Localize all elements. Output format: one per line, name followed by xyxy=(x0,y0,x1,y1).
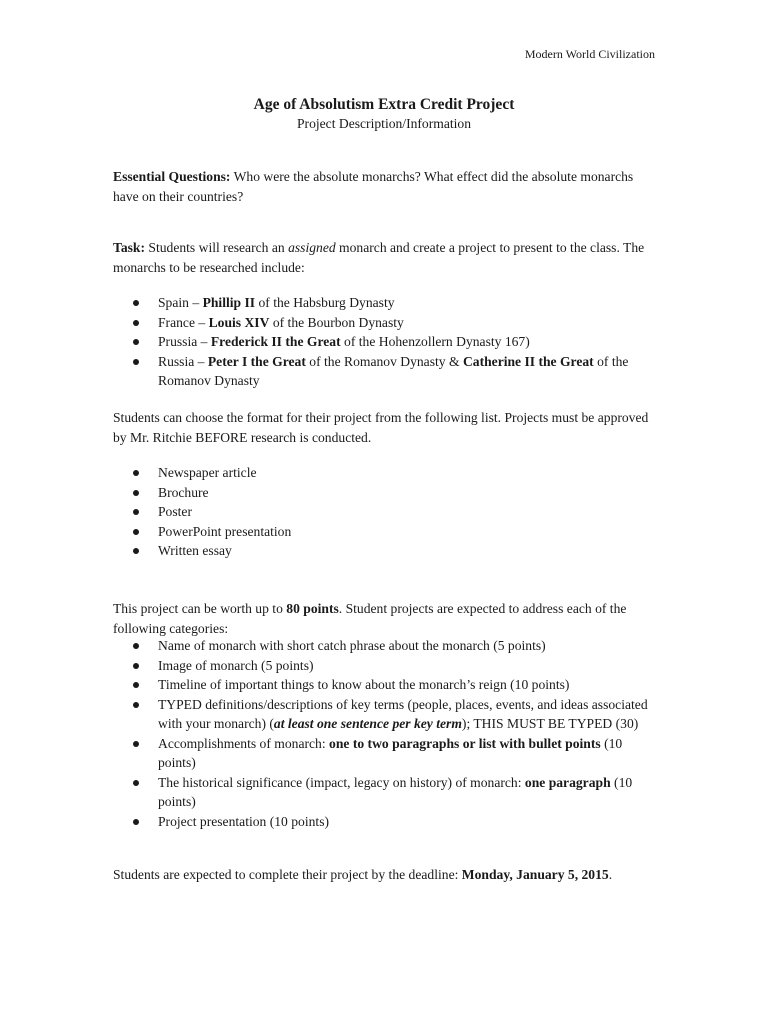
list-item: Poster xyxy=(113,502,653,522)
essential-questions-label: Essential Questions: xyxy=(113,169,231,184)
task-text: Students will research an xyxy=(145,240,289,255)
list-item: Spain – Phillip II of the Habsburg Dynasty xyxy=(113,293,653,313)
category-list xyxy=(113,636,653,831)
document-title: Age of Absolutism Extra Credit Project xyxy=(253,96,515,113)
list-item: The historical significance (impact, legacy on history) of monarch: one paragraph (10 points) xyxy=(113,773,653,812)
course-header: Modern World Civilization xyxy=(524,47,655,61)
format-list xyxy=(113,463,653,561)
list-item: Written essay xyxy=(113,541,653,561)
format-intro: Students can choose the format for their project from the following list. Projects must be approved by Mr. Ritchie BEFORE research is conducted. xyxy=(113,410,649,445)
list-item: Image of monarch (5 points) xyxy=(113,656,653,676)
list-item: PowerPoint presentation xyxy=(113,522,653,542)
deadline-paragraph: Students are expected to complete their project by the deadline: Monday, January 5, 2015. xyxy=(113,867,613,882)
list-item: Timeline of important things to know about the monarch’s reign (10 points) xyxy=(113,675,653,695)
deadline-date: Monday, January 5, 2015 xyxy=(461,867,609,882)
list-item: Project presentation (10 points) xyxy=(113,812,653,832)
list-item: Prussia – Frederick II the Great of the Hohenzollern Dynasty 167) xyxy=(113,332,653,352)
task-paragraph xyxy=(113,238,653,277)
list-item: Name of monarch with short catch phrase about the monarch (5 points) xyxy=(113,636,653,656)
list-item: TYPED definitions/descriptions of key terms (people, places, events, and ideas associated with your monarch) (at least one sentence per key term); THIS MUST BE TYPED (30) xyxy=(113,695,653,734)
list-item: Brochure xyxy=(113,483,653,503)
points-intro: This project can be worth up to 80 points. Student projects are expected to address each of the following categories: xyxy=(113,601,627,636)
list-item: Accomplishments of monarch: one to two paragraphs or list with bullet points (10 points) xyxy=(113,734,653,773)
task-label: Task: xyxy=(113,240,145,255)
essential-questions-text: Who were the absolute monarchs? What effect did the absolute monarchs have on their countries? xyxy=(113,169,634,204)
list-item: Newspaper article xyxy=(113,463,653,483)
list-item: France – Louis XIV of the Bourbon Dynasty xyxy=(113,313,653,333)
task-emphasis: assigned xyxy=(288,240,336,255)
essential-questions xyxy=(113,167,653,206)
list-item: Russia – Peter I the Great of the Romanov Dynasty & Catherine II the Great of the Romanov Dynasty xyxy=(113,352,653,391)
monarch-list xyxy=(113,293,653,391)
task-text: monarch and create a project to present to the class. The monarchs to be researched include: xyxy=(113,240,645,275)
title-block xyxy=(0,95,768,133)
document-subtitle: Project Description/Information xyxy=(296,116,472,131)
